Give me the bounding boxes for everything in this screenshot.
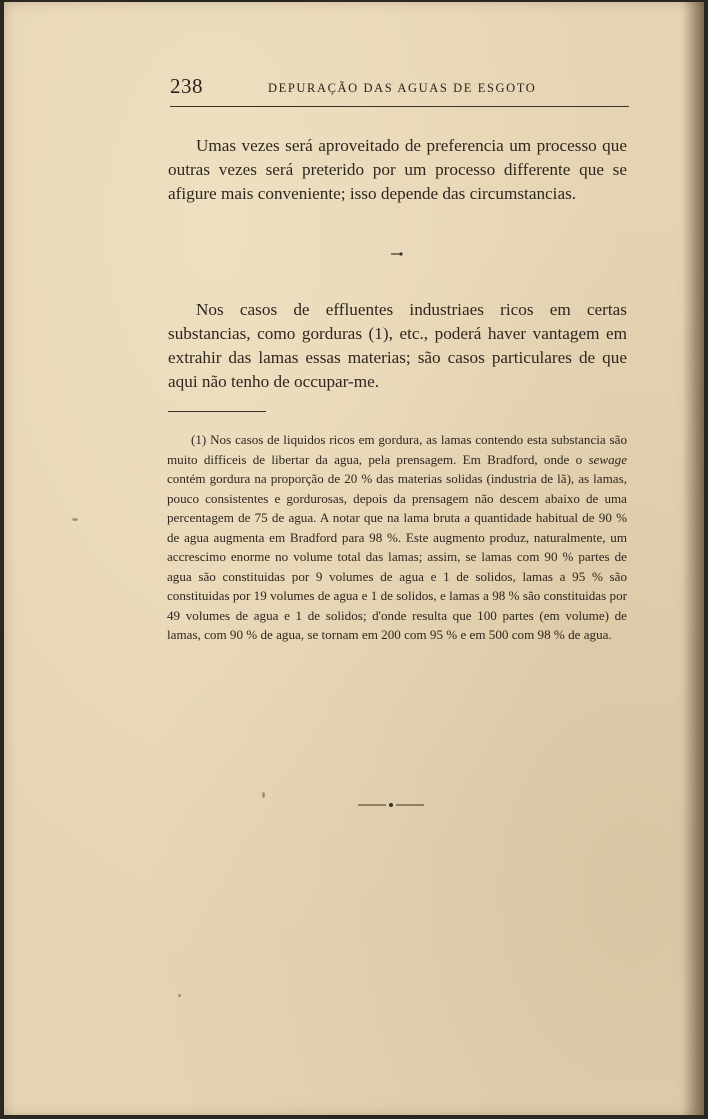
page-number: 238 (170, 74, 203, 98)
footnote (167, 430, 627, 645)
spine-shadow (682, 2, 704, 1115)
footnote-text-start: (1) Nos casos de liquidos ricos em gordura, as lamas contendo esta substancia são muito difficeis de libertar da agua, pela prensagem. Em Bradford, onde o (167, 432, 627, 467)
body-paragraph: Umas vezes será aproveitado de preferencia um processo que outras vezes será preterido por um processo differente que se afigure mais conveniente; isso depende das circumstancias. (168, 136, 627, 203)
end-ornament (358, 800, 424, 810)
footnote-rule (168, 411, 266, 412)
body-paragraph: Nos casos de effluentes industriaes ricos em certas substancias, como gorduras (1), etc., poderá haver vantagem em extrahir das lamas essas materias; são casos particulares de que aqui não tenho de occupar-me. (168, 300, 627, 391)
paper-speck (262, 792, 265, 798)
section-ornament (390, 251, 404, 257)
book-page (4, 2, 704, 1115)
footnote-text-end: contém gordura na proporção de 20 % das materias solidas (industria de lã), as lamas, pouco consistentes e gordurosas, depois da prensagem não descem abaixo de uma percentagem de 75 de agua. A notar que na lama bruta a quantidade habitual de 90 % de agua augmenta em Bradford para 98 %. Este augmento produz, naturalmente, um accrescimo enorme no volume total das lamas; assim, se lamas com 90 % partes de agua são constituidas por 9 volumes de agua e 1 de solidos, lamas a 95 % são constituidas por 19 volumes de agua e 1 de solidos, e lamas a 98 % são constituidas por 49 volumes de agua e 1 de solidos; d'onde resulta que 100 partes (em volume) de lamas, com 90 % de agua, se tornam em 200 com 95 % e em 500 com 98 % de agua. (167, 471, 627, 642)
footnote-italic-term: sewage (588, 451, 627, 467)
page-header (170, 74, 630, 100)
running-title: DEPURAÇÃO DAS AGUAS DE ESGOTO (268, 81, 537, 95)
header-rule (170, 106, 629, 107)
paper-speck (178, 994, 181, 997)
paper-speck (72, 518, 78, 521)
